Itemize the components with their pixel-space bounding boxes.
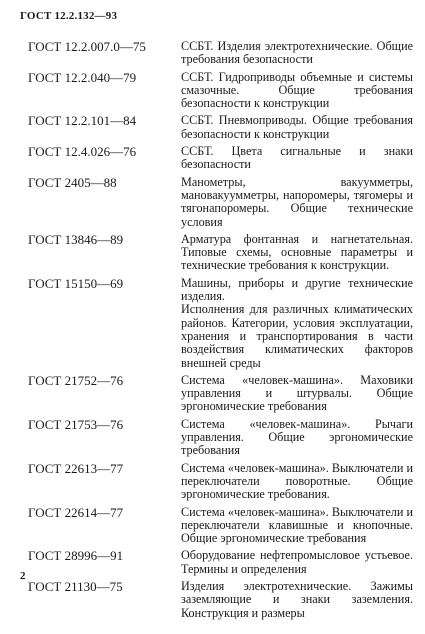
page-number: 2 (20, 570, 26, 582)
reference-entry (28, 145, 413, 172)
standard-title (181, 71, 413, 111)
standard-code: ГОСТ 12.2.101—84 (28, 113, 137, 129)
standard-title (181, 114, 413, 141)
standard-title-text: Система «человек-машина». Выключатели и переключатели клавишные и кнопочные. Общие эргономические требования (181, 504, 413, 546)
standard-code: ГОСТ 2405—88 (28, 174, 117, 190)
standard-title-text: ССБТ. Гидроприводы объемные и системы смазочные. Общие требования безопасности к конструкции (181, 69, 413, 111)
standard-code: ГОСТ 13846—89 (28, 231, 124, 247)
standard-title (181, 418, 413, 458)
standard-code: ГОСТ 21753—76 (28, 416, 124, 432)
reference-entry (28, 506, 413, 546)
standard-title (181, 40, 413, 67)
standard-title-text: Система «человек-машина». Маховики управления и штурвалы. Общие эргономические требования (181, 372, 413, 414)
standard-code: ГОСТ 15150—69 (28, 275, 124, 291)
reference-entry (28, 176, 413, 229)
standard-code: ГОСТ 21752—76 (28, 372, 124, 388)
reference-entry (28, 462, 413, 502)
standard-title (181, 506, 413, 546)
standard-code: ГОСТ 21130—75 (28, 578, 123, 594)
standard-code: ГОСТ 12.4.026—76 (28, 144, 137, 160)
standard-title (181, 233, 413, 273)
reference-entry (28, 40, 413, 67)
standard-code: ГОСТ 22614—77 (28, 504, 124, 520)
reference-list (28, 40, 413, 624)
reference-entry (28, 549, 413, 576)
standard-title-text: Система «человек-машина». Рычаги управления. Общие эргономические требования (181, 416, 413, 458)
standard-title (181, 580, 413, 620)
reference-entry (28, 418, 413, 458)
standard-title-text: Система «человек-машина». Выключатели и переключатели поворотные. Общие эргономические требования. (181, 460, 413, 502)
reference-entry (28, 277, 413, 370)
standard-title (181, 176, 413, 229)
standard-code: ГОСТ 22613—77 (28, 460, 124, 476)
standard-code: ГОСТ 12.2.007.0—75 (28, 39, 146, 54)
standard-title-text: Оборудование нефтепромысловое устьевое. Термины и определения (181, 548, 413, 576)
reference-entry (28, 71, 413, 111)
standard-title-text: ССБТ. Изделия электротехнические. Общие требования безопасности (181, 39, 413, 67)
reference-entry (28, 580, 413, 620)
standard-title-text: Машины, приборы и другие технические изделия. (181, 275, 413, 304)
standard-title (181, 145, 413, 172)
standard-title (181, 277, 413, 370)
standard-title-text: Арматура фонтанная и нагнетательная. Типовые схемы, основные параметры и технические требования к конструкции. (181, 231, 413, 273)
reference-entry (28, 374, 413, 414)
standard-title (181, 462, 413, 502)
standard-title (181, 549, 413, 576)
standard-title (181, 374, 413, 414)
standard-title-text: Изделия электротехнические. Зажимы заземляющие и знаки заземления. Конструкция и размеры (181, 578, 413, 620)
running-header: ГОСТ 12.2.132—93 (20, 10, 118, 22)
standard-title-text: ССБТ. Пневмоприводы. Общие требования безопасности к конструкции (181, 113, 413, 141)
standard-code: ГОСТ 12.2.040—79 (28, 69, 137, 85)
standard-code: ГОСТ 28996—91 (28, 548, 124, 564)
standard-title-text: ССБТ. Цвета сигнальные и знаки безопасности (181, 144, 413, 172)
reference-entry (28, 114, 413, 141)
standard-title-text: Исполнения для различных климатических районов. Категории, условия эксплуатации, хранения и транспортирования в части воздействия климатических факторов внешней среды (181, 302, 413, 370)
reference-entry (28, 233, 413, 273)
standard-title-text: Манометры, вакуумметры, мановакуумметры, напоромеры, тягомеры и тягонапоромеры. Общие технические условия (181, 174, 413, 229)
